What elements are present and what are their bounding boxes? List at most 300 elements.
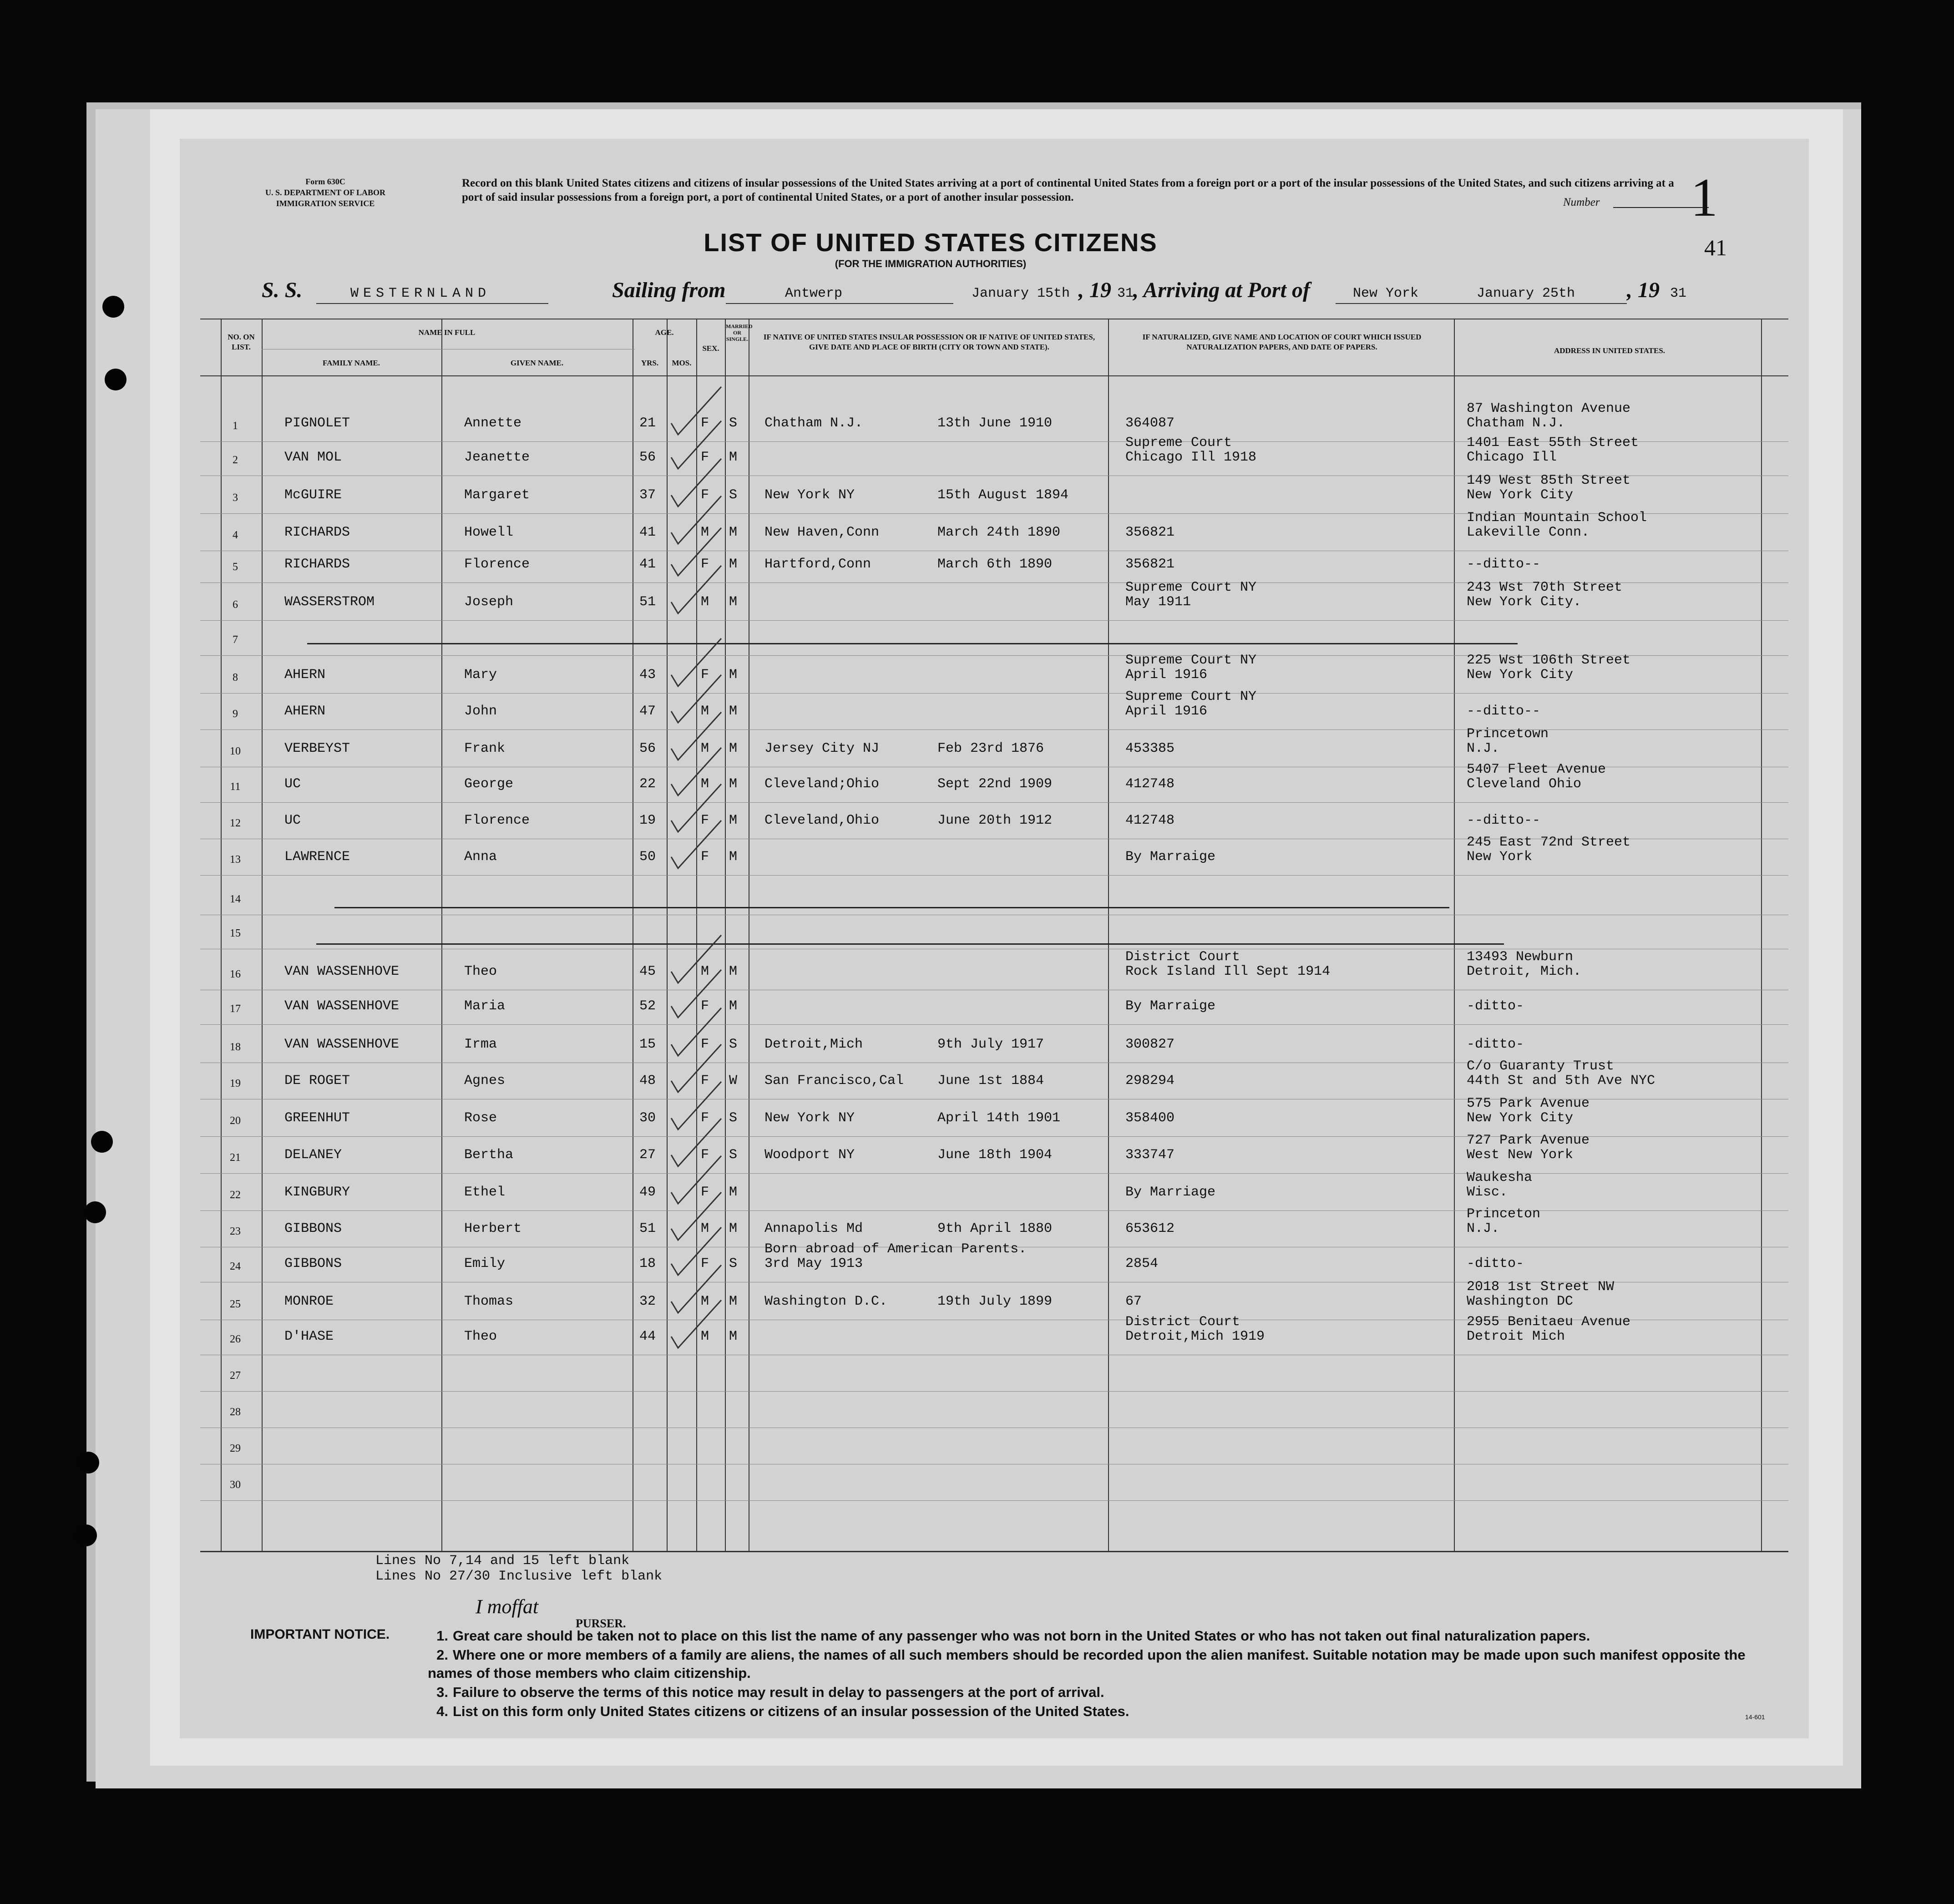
family-name: VAN WASSENHOVE bbox=[284, 998, 400, 1014]
col-header-name-in-full: NAME IN FULL bbox=[418, 328, 476, 337]
family-name: PIGNOLET bbox=[284, 415, 350, 431]
birth-date: April 14th 1901 bbox=[937, 1110, 1061, 1126]
naturalization-line-1: By Marraige bbox=[1125, 998, 1216, 1014]
arrival-year-prefix: , 19 bbox=[1627, 278, 1660, 302]
purser-signature: I moffat bbox=[476, 1595, 539, 1618]
col-header-naturalization: IF NATURALIZED, GIVE NAME AND LOCATION OF COURT WHICH ISSUED NATURALIZATION PAPERS, AND DATE OF PAPERS. bbox=[1142, 333, 1422, 351]
address-line-2: Chicago Ill bbox=[1467, 450, 1557, 465]
check-mark bbox=[671, 1082, 721, 1129]
marital-status: M bbox=[729, 525, 738, 540]
address-line-1: 243 Wst 70th Street bbox=[1467, 580, 1623, 595]
given-name: Agnes bbox=[464, 1073, 506, 1089]
naturalization-line-1: Supreme Court NY bbox=[1125, 653, 1257, 668]
family-name: AHERN bbox=[284, 667, 326, 683]
marital-status: M bbox=[729, 813, 738, 828]
check-mark bbox=[671, 748, 721, 795]
sex: F bbox=[701, 450, 709, 465]
address-line-1: 2018 1st Street NW bbox=[1467, 1279, 1615, 1295]
naturalization-line-2: May 1911 bbox=[1125, 594, 1191, 610]
pencil-check-marks bbox=[180, 139, 1809, 1738]
address-line-1: --ditto-- bbox=[1467, 704, 1541, 719]
col-header-age: AGE. bbox=[655, 328, 674, 337]
col-header-given-name: GIVEN NAME. bbox=[510, 359, 564, 367]
age-years: 19 bbox=[639, 813, 656, 828]
row-number: 28 bbox=[230, 1406, 241, 1418]
row-number: 8 bbox=[233, 672, 238, 684]
given-name: Herbert bbox=[464, 1221, 522, 1236]
check-mark bbox=[671, 784, 721, 832]
address-line-2: 44th St and 5th Ave NYC bbox=[1467, 1073, 1655, 1089]
check-mark bbox=[671, 1156, 721, 1204]
age-years: 27 bbox=[639, 1147, 656, 1163]
marital-status: M bbox=[729, 704, 738, 719]
check-mark bbox=[671, 638, 721, 686]
row-number: 1 bbox=[233, 420, 238, 432]
address-line-2: Cleveland Ohio bbox=[1467, 776, 1582, 792]
service-name: IMMIGRATION SERVICE bbox=[276, 199, 375, 208]
age-years: 51 bbox=[639, 1221, 656, 1236]
naturalization-line-1: 358400 bbox=[1125, 1110, 1175, 1126]
check-mark bbox=[671, 820, 721, 868]
address-line-1: Princetown bbox=[1467, 726, 1549, 742]
naturalization-line-1: 412748 bbox=[1125, 776, 1175, 792]
ship-name: WESTERNLAND bbox=[350, 286, 491, 301]
marital-status: M bbox=[729, 557, 738, 572]
family-name: D'HASE bbox=[284, 1329, 334, 1344]
family-name: KINGBURY bbox=[284, 1185, 350, 1200]
given-name: Annette bbox=[464, 415, 522, 431]
sex: F bbox=[701, 487, 709, 503]
birth-date: Sept 22nd 1909 bbox=[937, 776, 1053, 792]
row-number: 5 bbox=[233, 561, 238, 573]
binder-hole bbox=[75, 1524, 97, 1546]
page-subtitle: (FOR THE IMMIGRATION AUTHORITIES) bbox=[835, 258, 1027, 269]
birth-place: New York NY bbox=[764, 1110, 855, 1126]
row-number: 26 bbox=[230, 1333, 241, 1345]
page-number: 41 bbox=[1704, 235, 1727, 260]
naturalization-line-1: 298294 bbox=[1125, 1073, 1175, 1089]
sex: M bbox=[701, 525, 709, 540]
check-mark bbox=[671, 387, 721, 435]
given-name: Thomas bbox=[464, 1294, 514, 1309]
col-header-sex: SEX. bbox=[702, 344, 719, 353]
age-years: 48 bbox=[639, 1073, 656, 1089]
purser-label: PURSER. bbox=[576, 1617, 626, 1630]
notice-text: Failure to observe the terms of this notice may result in delay to passengers at the port of arrival. bbox=[453, 1684, 1104, 1700]
birth-place: Born abroad of American Parents. bbox=[764, 1241, 1027, 1257]
departure-port: Antwerp bbox=[785, 286, 843, 301]
sex: F bbox=[701, 849, 709, 865]
marital-status: S bbox=[729, 487, 738, 503]
marital-status: S bbox=[729, 1110, 738, 1126]
birth-date: 19th July 1899 bbox=[937, 1294, 1053, 1309]
given-name: Margaret bbox=[464, 487, 530, 503]
given-name: Irma bbox=[464, 1037, 497, 1052]
header-instructions: Record on this blank United States citizens and citizens of insular possessions of the United States arriving at a port of continental United States from a foreign port or a port of the insular possessions of the United States, and such citizens arriving at a port of said insular possessions from a foreign port, a port of continental United States, or a port of another insular possession. bbox=[462, 177, 1674, 203]
notice-text: List on this form only United States citizens or citizens of an insular possession of the United States. bbox=[453, 1703, 1129, 1719]
birth-date: 9th April 1880 bbox=[937, 1221, 1053, 1236]
binder-hole bbox=[91, 1131, 113, 1153]
binder-hole bbox=[102, 296, 124, 318]
naturalization-line-1: By Marraige bbox=[1125, 849, 1216, 865]
naturalization-line-1: 356821 bbox=[1125, 525, 1175, 540]
check-mark bbox=[671, 1227, 721, 1275]
row-number: 3 bbox=[233, 492, 238, 504]
naturalization-line-1: 364087 bbox=[1125, 415, 1175, 431]
birth-date: March 24th 1890 bbox=[937, 525, 1061, 540]
address-line-1: 13493 Newburn bbox=[1467, 949, 1574, 965]
given-name: Ethel bbox=[464, 1185, 506, 1200]
naturalization-line-2: April 1916 bbox=[1125, 704, 1208, 719]
naturalization-line-1: 300827 bbox=[1125, 1037, 1175, 1052]
birth-date: June 18th 1904 bbox=[937, 1147, 1053, 1163]
given-name: Frank bbox=[464, 741, 506, 756]
address-line-1: -ditto- bbox=[1467, 1037, 1524, 1052]
age-years: 37 bbox=[639, 487, 656, 503]
col-header-birth: IF NATIVE OF UNITED STATES INSULAR POSSESSION OR IF NATIVE OF UNITED STATES, GIVE DATE AND PLACE OF BIRTH (CITY OR TOWN AND STATE). bbox=[763, 333, 1095, 351]
arrival-date: January 25th bbox=[1477, 286, 1575, 301]
check-mark bbox=[671, 459, 721, 506]
sex: F bbox=[701, 557, 709, 572]
naturalization-line-1: 356821 bbox=[1125, 557, 1175, 572]
row-number: 10 bbox=[230, 745, 241, 757]
marital-status: M bbox=[729, 1329, 738, 1344]
col-header-yrs: YRS. bbox=[641, 359, 659, 367]
sex: F bbox=[701, 667, 709, 683]
age-years: 41 bbox=[639, 557, 656, 572]
birth-date: 3rd May 1913 bbox=[764, 1256, 863, 1271]
family-name: GIBBONS bbox=[284, 1221, 342, 1236]
check-mark bbox=[671, 566, 721, 613]
marital-status: S bbox=[729, 415, 738, 431]
family-name: GIBBONS bbox=[284, 1256, 342, 1271]
naturalization-line-1: District Court bbox=[1125, 949, 1240, 965]
birth-place: Hartford,Conn bbox=[764, 557, 871, 572]
row-number: 15 bbox=[230, 927, 241, 939]
notice-number: 3. bbox=[436, 1684, 448, 1700]
address-line-2: Lakeville Conn. bbox=[1467, 525, 1590, 540]
row-number: 2 bbox=[233, 454, 238, 466]
given-name: George bbox=[464, 776, 514, 792]
address-line-1: -ditto- bbox=[1467, 1256, 1524, 1271]
notice-title: IMPORTANT NOTICE. bbox=[250, 1627, 390, 1642]
naturalization-line-1: 412748 bbox=[1125, 813, 1175, 828]
naturalization-line-1: 653612 bbox=[1125, 1221, 1175, 1236]
family-name: WASSERSTROM bbox=[284, 594, 375, 610]
binder-hole bbox=[105, 369, 127, 390]
row-number: 4 bbox=[233, 529, 238, 541]
age-years: 45 bbox=[639, 964, 656, 979]
birth-date: March 6th 1890 bbox=[937, 557, 1053, 572]
family-name: LAWRENCE bbox=[284, 849, 350, 865]
row-number: 27 bbox=[230, 1370, 241, 1382]
check-mark bbox=[671, 1044, 721, 1092]
address-line-1: 149 West 85th Street bbox=[1467, 473, 1631, 488]
age-years: 52 bbox=[639, 998, 656, 1014]
family-name: DELANEY bbox=[284, 1147, 342, 1163]
address-line-1: Princeton bbox=[1467, 1206, 1541, 1222]
given-name: Florence bbox=[464, 813, 530, 828]
sex: F bbox=[701, 415, 709, 431]
address-line-2: New York City. bbox=[1467, 594, 1582, 610]
sex: F bbox=[701, 1256, 709, 1271]
sex: F bbox=[701, 813, 709, 828]
age-years: 18 bbox=[639, 1256, 656, 1271]
naturalization-line-1: 2854 bbox=[1125, 1256, 1159, 1271]
form-number: Form 630C bbox=[305, 177, 345, 186]
marital-status: M bbox=[729, 450, 738, 465]
check-mark bbox=[671, 1265, 721, 1313]
naturalization-line-1: District Court bbox=[1125, 1314, 1240, 1330]
col-header-address: ADDRESS IN UNITED STATES. bbox=[1554, 346, 1665, 355]
birth-date: 9th July 1917 bbox=[937, 1037, 1044, 1052]
binder-hole bbox=[84, 1201, 106, 1223]
check-mark bbox=[671, 1300, 721, 1348]
address-line-2: New York City bbox=[1467, 667, 1574, 683]
naturalization-line-1: 67 bbox=[1125, 1294, 1142, 1309]
address-line-1: -ditto- bbox=[1467, 998, 1524, 1014]
row-number: 9 bbox=[233, 708, 238, 720]
given-name: Joseph bbox=[464, 594, 514, 610]
naturalization-line-1: Supreme Court bbox=[1125, 435, 1232, 451]
sex: M bbox=[701, 594, 709, 610]
row-number: 17 bbox=[230, 1003, 241, 1015]
citizens-list-form bbox=[180, 139, 1809, 1738]
sex: M bbox=[701, 704, 709, 719]
age-years: 51 bbox=[639, 594, 656, 610]
check-mark bbox=[671, 712, 721, 760]
sex: M bbox=[701, 1294, 709, 1309]
given-name: Rose bbox=[464, 1110, 497, 1126]
row-number: 25 bbox=[230, 1298, 241, 1310]
given-name: Howell bbox=[464, 525, 514, 540]
marital-status: M bbox=[729, 849, 738, 865]
address-line-1: 1401 East 55th Street bbox=[1467, 435, 1639, 451]
sex: F bbox=[701, 1185, 709, 1200]
row-number: 24 bbox=[230, 1261, 241, 1272]
col-header-family-name: FAMILY NAME. bbox=[323, 359, 380, 367]
birth-place: New Haven,Conn bbox=[764, 525, 880, 540]
marital-status: S bbox=[729, 1147, 738, 1163]
family-name: MONROE bbox=[284, 1294, 334, 1309]
address-line-2: Wisc. bbox=[1467, 1185, 1508, 1200]
blank-lines-note: Lines No 7,14 and 15 left blank bbox=[375, 1553, 630, 1569]
row-number: 6 bbox=[233, 599, 238, 611]
birth-date: Feb 23rd 1876 bbox=[937, 741, 1044, 756]
row-number: 18 bbox=[230, 1041, 241, 1053]
marital-status: M bbox=[729, 776, 738, 792]
row-number: 11 bbox=[230, 781, 241, 793]
given-name: Emily bbox=[464, 1256, 506, 1271]
row-number: 19 bbox=[230, 1078, 241, 1089]
address-line-2: N.J. bbox=[1467, 741, 1500, 756]
age-years: 15 bbox=[639, 1037, 656, 1052]
marital-status: M bbox=[729, 594, 738, 610]
sex: M bbox=[701, 964, 709, 979]
col-header-married-single: MARRIED OR SINGLE. bbox=[726, 323, 753, 342]
family-name: DE ROGET bbox=[284, 1073, 350, 1089]
marital-status: W bbox=[729, 1073, 738, 1089]
given-name: Theo bbox=[464, 964, 497, 979]
birth-place: Chatham N.J. bbox=[764, 415, 863, 431]
address-line-2: Chatham N.J. bbox=[1467, 415, 1565, 431]
family-name: VAN MOL bbox=[284, 450, 342, 465]
address-line-1: --ditto-- bbox=[1467, 813, 1541, 828]
birth-place: Cleveland;Ohio bbox=[764, 776, 880, 792]
arrival-year: 31 bbox=[1670, 286, 1687, 301]
age-years: 47 bbox=[639, 704, 656, 719]
birth-place: Washington D.C. bbox=[764, 1294, 888, 1309]
check-mark bbox=[671, 970, 721, 1018]
address-line-2: Detroit, Mich. bbox=[1467, 964, 1582, 979]
given-name: John bbox=[464, 704, 497, 719]
notice-number: 2. bbox=[436, 1647, 448, 1663]
row-number: 12 bbox=[230, 817, 241, 829]
given-name: Jeanette bbox=[464, 450, 530, 465]
address-line-1: C/o Guaranty Trust bbox=[1467, 1058, 1615, 1074]
birth-date: June 20th 1912 bbox=[937, 813, 1053, 828]
notice-number: 1. bbox=[436, 1628, 448, 1644]
sex: F bbox=[701, 998, 709, 1014]
family-name: RICHARDS bbox=[284, 525, 350, 540]
given-name: Florence bbox=[464, 557, 530, 572]
marital-status: M bbox=[729, 998, 738, 1014]
address-line-2: Detroit Mich bbox=[1467, 1329, 1565, 1344]
family-name: GREENHUT bbox=[284, 1110, 350, 1126]
address-line-2: New York City bbox=[1467, 1110, 1574, 1126]
naturalization-line-1: 333747 bbox=[1125, 1147, 1175, 1163]
ss-label: S. S. bbox=[262, 278, 303, 302]
marital-status: M bbox=[729, 1294, 738, 1309]
col-header-no: NO. ON LIST. bbox=[228, 333, 255, 351]
naturalization-line-1: Supreme Court NY bbox=[1125, 689, 1257, 704]
arriving-label: , Arriving at Port of bbox=[1133, 278, 1310, 302]
address-line-2: West New York bbox=[1467, 1147, 1574, 1163]
address-line-1: 5407 Fleet Avenue bbox=[1467, 762, 1606, 777]
given-name: Maria bbox=[464, 998, 506, 1014]
check-mark bbox=[671, 1192, 721, 1240]
form-code: 14-601 bbox=[1745, 1713, 1765, 1721]
age-years: 56 bbox=[639, 450, 656, 465]
row-number: 13 bbox=[230, 854, 241, 866]
given-name: Anna bbox=[464, 849, 497, 865]
marital-status: M bbox=[729, 964, 738, 979]
address-line-2: Washington DC bbox=[1467, 1294, 1574, 1309]
col-header-mos: MOS. bbox=[672, 359, 692, 367]
given-name: Bertha bbox=[464, 1147, 514, 1163]
sex: M bbox=[701, 776, 709, 792]
departure-year: 31 bbox=[1117, 286, 1134, 301]
address-line-2: N.J. bbox=[1467, 1221, 1500, 1236]
row-number: 30 bbox=[230, 1479, 241, 1491]
row-number: 7 bbox=[233, 634, 238, 646]
birth-place: Annapolis Md bbox=[764, 1221, 863, 1236]
address-line-1: 225 Wst 106th Street bbox=[1467, 653, 1631, 668]
check-mark bbox=[671, 421, 721, 469]
address-line-1: Indian Mountain School bbox=[1467, 510, 1647, 526]
row-number: 16 bbox=[230, 968, 241, 980]
family-name: RICHARDS bbox=[284, 557, 350, 572]
given-name: Mary bbox=[464, 667, 497, 683]
sex: F bbox=[701, 1147, 709, 1163]
marital-status: S bbox=[729, 1256, 738, 1271]
address-line-1: 87 Washington Avenue bbox=[1467, 401, 1631, 416]
check-mark bbox=[671, 1008, 721, 1056]
department-name: U. S. DEPARTMENT OF LABOR bbox=[265, 188, 386, 197]
row-number: 22 bbox=[230, 1189, 241, 1201]
binder-hole bbox=[77, 1452, 99, 1474]
sex: F bbox=[701, 1110, 709, 1126]
check-mark bbox=[671, 935, 721, 983]
given-name: Theo bbox=[464, 1329, 497, 1344]
row-number: 14 bbox=[230, 893, 241, 905]
age-years: 56 bbox=[639, 741, 656, 756]
birth-place: Jersey City NJ bbox=[764, 741, 880, 756]
age-years: 49 bbox=[639, 1185, 656, 1200]
page-title: LIST OF UNITED STATES CITIZENS bbox=[704, 228, 1158, 257]
notice-text: Great care should be taken not to place on this list the name of any passenger who was not born in the United States or who has not taken out final naturalization papers. bbox=[453, 1628, 1590, 1644]
marital-status: M bbox=[729, 741, 738, 756]
age-years: 44 bbox=[639, 1329, 656, 1344]
age-years: 32 bbox=[639, 1294, 656, 1309]
row-number: 29 bbox=[230, 1443, 241, 1454]
arrival-port: New York bbox=[1353, 286, 1419, 301]
naturalization-line-1: 453385 bbox=[1125, 741, 1175, 756]
address-line-2: New York City bbox=[1467, 487, 1574, 503]
marital-status: M bbox=[729, 1221, 738, 1236]
sex: M bbox=[701, 1221, 709, 1236]
check-mark bbox=[671, 675, 721, 723]
age-years: 22 bbox=[639, 776, 656, 792]
notice-text: Where one or more members of a family are aliens, the names of all such members should be recorded upon the alien manifest. Suitable notation may be made upon such manifest opposite the names of those members who claim citizenship. bbox=[428, 1647, 1746, 1681]
address-line-1: 2955 Benitaeu Avenue bbox=[1467, 1314, 1631, 1330]
check-mark bbox=[671, 528, 721, 576]
birth-place: Woodport NY bbox=[764, 1147, 855, 1163]
number-label: Number bbox=[1563, 196, 1600, 208]
address-line-2: New York bbox=[1467, 849, 1533, 865]
family-name: VERBEYST bbox=[284, 741, 350, 756]
address-line-1: 727 Park Avenue bbox=[1467, 1133, 1590, 1148]
naturalization-line-2: Chicago Ill 1918 bbox=[1125, 450, 1257, 465]
address-line-1: --ditto-- bbox=[1467, 557, 1541, 572]
sex: M bbox=[701, 741, 709, 756]
notice-number: 4. bbox=[436, 1703, 448, 1719]
family-name: UC bbox=[284, 813, 301, 828]
naturalization-line-1: Supreme Court NY bbox=[1125, 580, 1257, 595]
sex: F bbox=[701, 1037, 709, 1052]
list-number: 1 bbox=[1691, 167, 1718, 228]
birth-place: San Francisco,Cal bbox=[764, 1073, 904, 1089]
age-years: 43 bbox=[639, 667, 656, 683]
row-number: 23 bbox=[230, 1225, 241, 1237]
row-number: 20 bbox=[230, 1115, 241, 1127]
naturalization-line-2: April 1916 bbox=[1125, 667, 1208, 683]
naturalization-line-1: By Marriage bbox=[1125, 1185, 1216, 1200]
age-years: 41 bbox=[639, 525, 656, 540]
family-name: VAN WASSENHOVE bbox=[284, 964, 400, 979]
address-line-1: Waukesha bbox=[1467, 1170, 1533, 1185]
birth-place: Detroit,Mich bbox=[764, 1037, 863, 1052]
family-name: McGUIRE bbox=[284, 487, 342, 503]
family-name: UC bbox=[284, 776, 301, 792]
birth-date: 13th June 1910 bbox=[937, 415, 1053, 431]
naturalization-line-2: Rock Island Ill Sept 1914 bbox=[1125, 964, 1331, 979]
birth-date: June 1st 1884 bbox=[937, 1073, 1044, 1089]
address-line-1: 575 Park Avenue bbox=[1467, 1096, 1590, 1111]
inclusive-blank-note: Lines No 27/30 Inclusive left blank bbox=[375, 1569, 663, 1584]
sex: M bbox=[701, 1329, 709, 1344]
age-years: 21 bbox=[639, 415, 656, 431]
